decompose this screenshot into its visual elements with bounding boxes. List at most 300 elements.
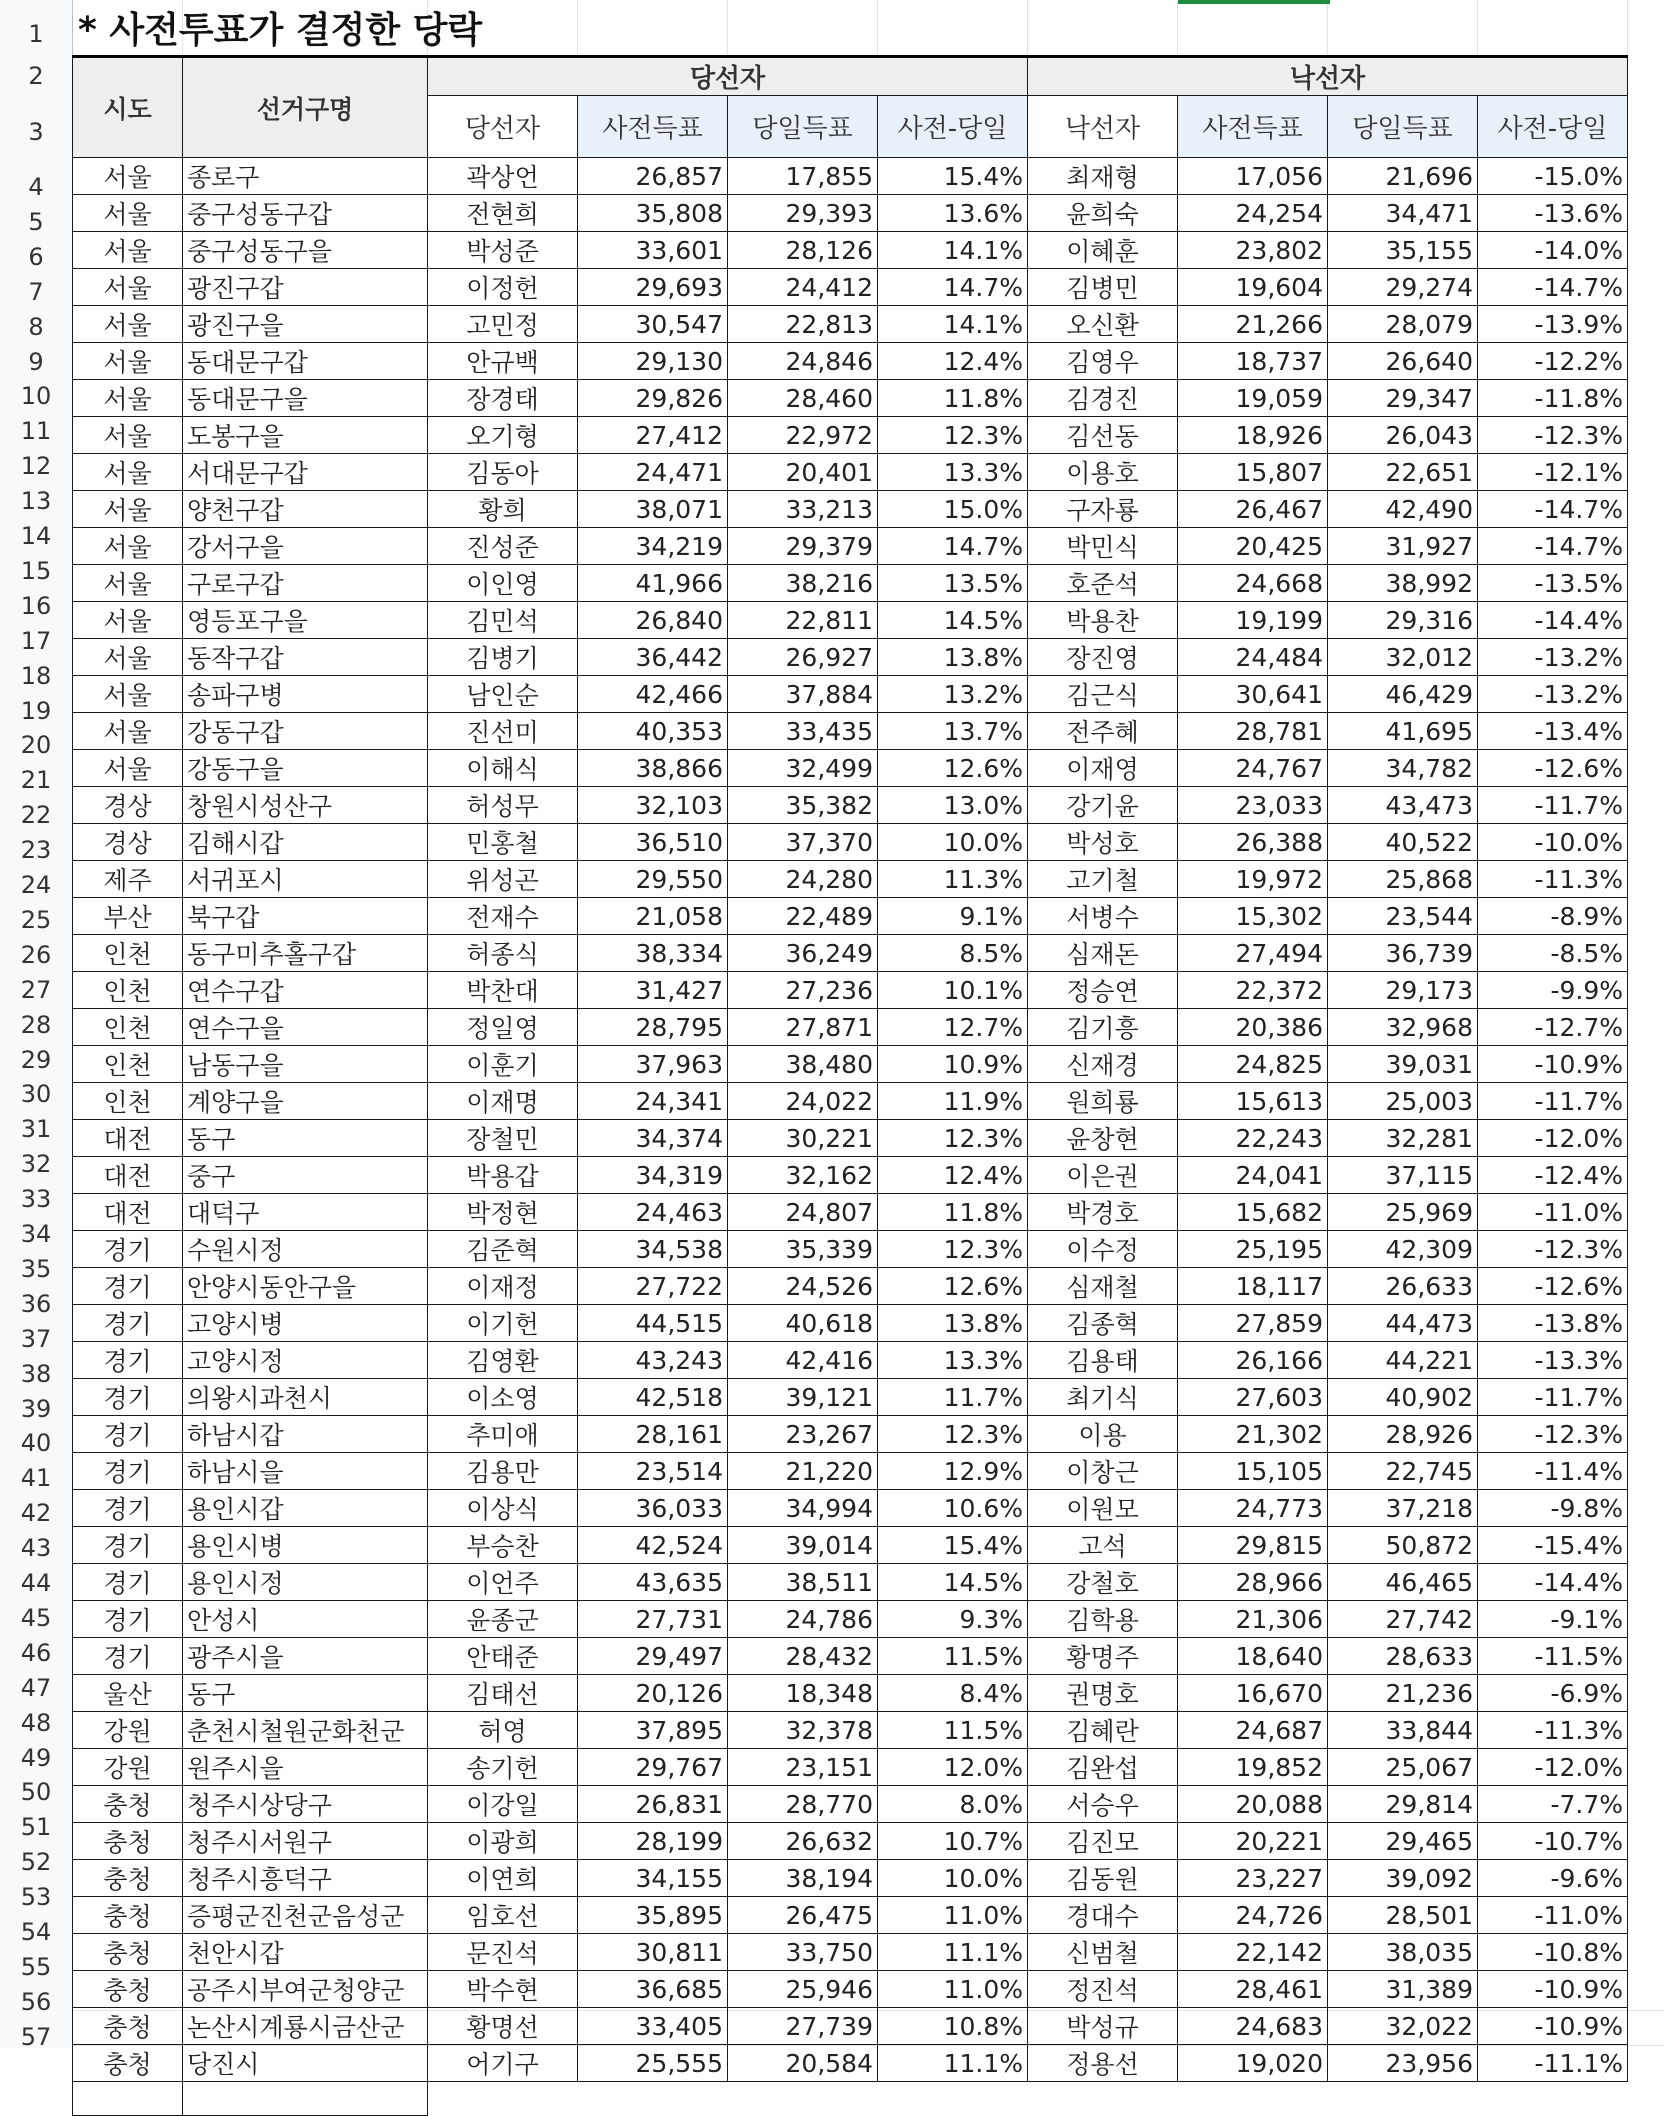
- row-number[interactable]: 47: [20, 1673, 52, 1702]
- loser-early-cell[interactable]: 27,603: [1178, 1379, 1328, 1416]
- loser-day-cell[interactable]: 36,739: [1328, 935, 1478, 972]
- loser-diff-cell[interactable]: -10.7%: [1478, 1823, 1628, 1860]
- winner-early-cell[interactable]: 43,243: [578, 1342, 728, 1379]
- sido-cell[interactable]: 충청: [73, 2045, 183, 2082]
- empty-cell[interactable]: [1178, 2082, 1328, 2116]
- loser-diff-cell[interactable]: -8.9%: [1478, 898, 1628, 935]
- winner-cell[interactable]: 장철민: [428, 1120, 578, 1157]
- loser-early-cell[interactable]: 25,195: [1178, 1231, 1328, 1268]
- district-cell[interactable]: 도봉구을: [183, 417, 428, 454]
- winner-diff-cell[interactable]: 11.0%: [878, 1971, 1028, 2008]
- loser-day-cell[interactable]: 43,473: [1328, 787, 1478, 824]
- loser-diff-cell[interactable]: -14.4%: [1478, 1564, 1628, 1601]
- loser-cell[interactable]: 전주혜: [1028, 713, 1178, 750]
- empty-cell[interactable]: [428, 2082, 578, 2116]
- row-number[interactable]: 48: [20, 1708, 52, 1737]
- loser-cell[interactable]: 이창근: [1028, 1453, 1178, 1490]
- loser-diff-cell[interactable]: -12.3%: [1478, 417, 1628, 454]
- winner-day-cell[interactable]: 24,412: [728, 269, 878, 306]
- winner-cell[interactable]: 이광희: [428, 1823, 578, 1860]
- winner-diff-cell[interactable]: 15.4%: [878, 1527, 1028, 1564]
- row-number[interactable]: 46: [20, 1638, 52, 1667]
- winner-early-cell[interactable]: 40,353: [578, 713, 728, 750]
- winner-diff-cell[interactable]: 13.3%: [878, 454, 1028, 491]
- winner-early-cell[interactable]: 33,405: [578, 2008, 728, 2045]
- header-sido[interactable]: 시도: [73, 57, 183, 158]
- winner-diff-cell[interactable]: 8.5%: [878, 935, 1028, 972]
- winner-diff-cell[interactable]: 14.5%: [878, 1564, 1028, 1601]
- district-cell[interactable]: 강동구을: [183, 750, 428, 787]
- empty-cell[interactable]: [1328, 2082, 1478, 2116]
- row-number[interactable]: 54: [20, 1918, 52, 1946]
- loser-day-cell[interactable]: 42,309: [1328, 1231, 1478, 1268]
- loser-cell[interactable]: 황명주: [1028, 1638, 1178, 1675]
- loser-day-cell[interactable]: 27,742: [1328, 1601, 1478, 1638]
- district-cell[interactable]: 동구: [183, 1675, 428, 1712]
- winner-cell[interactable]: 부승찬: [428, 1527, 578, 1564]
- loser-day-cell[interactable]: 32,022: [1328, 2008, 1478, 2045]
- loser-cell[interactable]: 윤희숙: [1028, 195, 1178, 232]
- sido-cell[interactable]: 서울: [73, 306, 183, 343]
- header-winner-day[interactable]: 당일득표: [728, 96, 878, 158]
- district-cell[interactable]: 청주시서원구: [183, 1823, 428, 1860]
- district-cell[interactable]: 남동구을: [183, 1046, 428, 1083]
- loser-diff-cell[interactable]: -11.0%: [1478, 1194, 1628, 1231]
- winner-early-cell[interactable]: 26,831: [578, 1786, 728, 1823]
- winner-diff-cell[interactable]: 11.0%: [878, 1897, 1028, 1934]
- winner-early-cell[interactable]: 30,547: [578, 306, 728, 343]
- sido-cell[interactable]: 경상: [73, 824, 183, 861]
- winner-day-cell[interactable]: 38,511: [728, 1564, 878, 1601]
- winner-early-cell[interactable]: 26,857: [578, 158, 728, 195]
- winner-day-cell[interactable]: 20,584: [728, 2045, 878, 2082]
- loser-diff-cell[interactable]: -11.4%: [1478, 1453, 1628, 1490]
- district-cell[interactable]: 동구미추홀구갑: [183, 935, 428, 972]
- row-number[interactable]: 42: [20, 1499, 52, 1528]
- loser-early-cell[interactable]: 19,604: [1178, 269, 1328, 306]
- row-number[interactable]: 2: [28, 62, 44, 90]
- sido-cell[interactable]: 경기: [73, 1379, 183, 1416]
- winner-diff-cell[interactable]: 13.5%: [878, 565, 1028, 602]
- district-cell[interactable]: 용인시병: [183, 1527, 428, 1564]
- header-loser-diff[interactable]: 사전-당일: [1478, 96, 1628, 158]
- winner-early-cell[interactable]: 28,795: [578, 1009, 728, 1046]
- row-number[interactable]: 37: [20, 1324, 52, 1353]
- winner-diff-cell[interactable]: 14.1%: [878, 232, 1028, 269]
- winner-day-cell[interactable]: 34,994: [728, 1490, 878, 1527]
- loser-diff-cell[interactable]: -6.9%: [1478, 1675, 1628, 1712]
- winner-day-cell[interactable]: 37,370: [728, 824, 878, 861]
- winner-early-cell[interactable]: 34,219: [578, 528, 728, 565]
- loser-early-cell[interactable]: 24,668: [1178, 565, 1328, 602]
- winner-diff-cell[interactable]: 8.4%: [878, 1675, 1028, 1712]
- winner-cell[interactable]: 장경태: [428, 380, 578, 417]
- winner-diff-cell[interactable]: 11.5%: [878, 1712, 1028, 1749]
- sido-cell[interactable]: 경기: [73, 1638, 183, 1675]
- winner-day-cell[interactable]: 26,475: [728, 1897, 878, 1934]
- loser-early-cell[interactable]: 29,815: [1178, 1527, 1328, 1564]
- loser-cell[interactable]: 정승연: [1028, 972, 1178, 1009]
- district-cell[interactable]: 안양시동안구을: [183, 1268, 428, 1305]
- row-number[interactable]: 22: [20, 801, 52, 830]
- district-cell[interactable]: 대덕구: [183, 1194, 428, 1231]
- winner-early-cell[interactable]: 34,319: [578, 1157, 728, 1194]
- winner-early-cell[interactable]: 23,514: [578, 1453, 728, 1490]
- header-loser-group[interactable]: 낙선자: [1028, 57, 1628, 96]
- winner-cell[interactable]: 고민정: [428, 306, 578, 343]
- loser-diff-cell[interactable]: -12.6%: [1478, 750, 1628, 787]
- loser-cell[interactable]: 이수정: [1028, 1231, 1178, 1268]
- winner-cell[interactable]: 이연희: [428, 1860, 578, 1897]
- loser-early-cell[interactable]: 16,670: [1178, 1675, 1328, 1712]
- loser-early-cell[interactable]: 20,386: [1178, 1009, 1328, 1046]
- winner-early-cell[interactable]: 42,466: [578, 676, 728, 713]
- sido-cell[interactable]: 경상: [73, 787, 183, 824]
- loser-early-cell[interactable]: 15,682: [1178, 1194, 1328, 1231]
- district-cell[interactable]: 원주시을: [183, 1749, 428, 1786]
- row-number[interactable]: 14: [20, 522, 52, 550]
- sido-cell[interactable]: 서울: [73, 380, 183, 417]
- row-number[interactable]: 5: [28, 207, 44, 236]
- district-cell[interactable]: 구로구갑: [183, 565, 428, 602]
- row-number[interactable]: 7: [28, 277, 44, 306]
- winner-diff-cell[interactable]: 11.9%: [878, 1083, 1028, 1120]
- row-number[interactable]: 33: [20, 1185, 52, 1214]
- loser-early-cell[interactable]: 28,461: [1178, 1971, 1328, 2008]
- row-number[interactable]: 8: [28, 312, 44, 341]
- winner-diff-cell[interactable]: 13.3%: [878, 1342, 1028, 1379]
- loser-diff-cell[interactable]: -15.0%: [1478, 158, 1628, 195]
- winner-day-cell[interactable]: 33,750: [728, 1934, 878, 1971]
- loser-day-cell[interactable]: 21,696: [1328, 158, 1478, 195]
- loser-early-cell[interactable]: 24,041: [1178, 1157, 1328, 1194]
- loser-cell[interactable]: 권명호: [1028, 1675, 1178, 1712]
- row-number[interactable]: 36: [20, 1289, 52, 1318]
- loser-early-cell[interactable]: 24,726: [1178, 1897, 1328, 1934]
- district-cell[interactable]: 고양시병: [183, 1305, 428, 1342]
- loser-cell[interactable]: 박용찬: [1028, 602, 1178, 639]
- empty-cell[interactable]: [578, 2082, 728, 2116]
- winner-day-cell[interactable]: 17,855: [728, 158, 878, 195]
- loser-diff-cell[interactable]: -12.0%: [1478, 1120, 1628, 1157]
- loser-diff-cell[interactable]: -11.1%: [1478, 2045, 1628, 2082]
- winner-day-cell[interactable]: 25,946: [728, 1971, 878, 2008]
- loser-diff-cell[interactable]: -9.9%: [1478, 972, 1628, 1009]
- loser-cell[interactable]: 신재경: [1028, 1046, 1178, 1083]
- winner-diff-cell[interactable]: 13.8%: [878, 1305, 1028, 1342]
- winner-early-cell[interactable]: 29,130: [578, 343, 728, 380]
- sido-cell[interactable]: 대전: [73, 1194, 183, 1231]
- loser-cell[interactable]: 박성호: [1028, 824, 1178, 861]
- loser-cell[interactable]: 심재철: [1028, 1268, 1178, 1305]
- winner-early-cell[interactable]: 36,510: [578, 824, 728, 861]
- winner-early-cell[interactable]: 20,126: [578, 1675, 728, 1712]
- winner-day-cell[interactable]: 27,739: [728, 2008, 878, 2045]
- winner-early-cell[interactable]: 36,442: [578, 639, 728, 676]
- winner-cell[interactable]: 김동아: [428, 454, 578, 491]
- loser-cell[interactable]: 이재영: [1028, 750, 1178, 787]
- winner-cell[interactable]: 이해식: [428, 750, 578, 787]
- loser-early-cell[interactable]: 15,302: [1178, 898, 1328, 935]
- loser-early-cell[interactable]: 21,302: [1178, 1416, 1328, 1453]
- sido-cell[interactable]: 인천: [73, 1009, 183, 1046]
- winner-early-cell[interactable]: 34,538: [578, 1231, 728, 1268]
- row-number[interactable]: 11: [20, 417, 52, 446]
- loser-cell[interactable]: 호준석: [1028, 565, 1178, 602]
- row-number[interactable]: 31: [20, 1115, 52, 1144]
- loser-early-cell[interactable]: 28,781: [1178, 713, 1328, 750]
- district-cell[interactable]: 영등포구을: [183, 602, 428, 639]
- winner-cell[interactable]: 정일영: [428, 1009, 578, 1046]
- sido-cell[interactable]: 대전: [73, 1157, 183, 1194]
- winner-diff-cell[interactable]: 12.3%: [878, 1120, 1028, 1157]
- winner-cell[interactable]: 안태준: [428, 1638, 578, 1675]
- loser-diff-cell[interactable]: -7.7%: [1478, 1786, 1628, 1823]
- winner-diff-cell[interactable]: 13.7%: [878, 713, 1028, 750]
- winner-early-cell[interactable]: 31,427: [578, 972, 728, 1009]
- district-cell[interactable]: 하남시을: [183, 1453, 428, 1490]
- winner-early-cell[interactable]: 34,374: [578, 1120, 728, 1157]
- loser-early-cell[interactable]: 21,266: [1178, 306, 1328, 343]
- loser-cell[interactable]: 고석: [1028, 1527, 1178, 1564]
- winner-early-cell[interactable]: 41,966: [578, 565, 728, 602]
- winner-early-cell[interactable]: 35,808: [578, 195, 728, 232]
- loser-cell[interactable]: 김선동: [1028, 417, 1178, 454]
- winner-cell[interactable]: 이기헌: [428, 1305, 578, 1342]
- district-cell[interactable]: 종로구: [183, 158, 428, 195]
- loser-early-cell[interactable]: 26,166: [1178, 1342, 1328, 1379]
- loser-diff-cell[interactable]: -12.3%: [1478, 1231, 1628, 1268]
- winner-day-cell[interactable]: 33,213: [728, 491, 878, 528]
- winner-cell[interactable]: 황희: [428, 491, 578, 528]
- district-cell[interactable]: 창원시성산구: [183, 787, 428, 824]
- loser-early-cell[interactable]: 24,254: [1178, 195, 1328, 232]
- winner-early-cell[interactable]: 36,685: [578, 1971, 728, 2008]
- loser-early-cell[interactable]: 15,105: [1178, 1453, 1328, 1490]
- loser-day-cell[interactable]: 29,173: [1328, 972, 1478, 1009]
- winner-cell[interactable]: 허영: [428, 1712, 578, 1749]
- header-winner-diff[interactable]: 사전-당일: [878, 96, 1028, 158]
- winner-diff-cell[interactable]: 10.6%: [878, 1490, 1028, 1527]
- winner-diff-cell[interactable]: 10.9%: [878, 1046, 1028, 1083]
- winner-early-cell[interactable]: 21,058: [578, 898, 728, 935]
- row-number[interactable]: 15: [20, 556, 52, 585]
- loser-day-cell[interactable]: 25,067: [1328, 1749, 1478, 1786]
- loser-cell[interactable]: 김병민: [1028, 269, 1178, 306]
- loser-day-cell[interactable]: 25,969: [1328, 1194, 1478, 1231]
- winner-early-cell[interactable]: 38,071: [578, 491, 728, 528]
- sido-cell[interactable]: 충청: [73, 1897, 183, 1934]
- district-cell[interactable]: 강동구갑: [183, 713, 428, 750]
- winner-cell[interactable]: 김용만: [428, 1453, 578, 1490]
- winner-day-cell[interactable]: 24,846: [728, 343, 878, 380]
- sido-cell[interactable]: 서울: [73, 269, 183, 306]
- loser-diff-cell[interactable]: -12.1%: [1478, 454, 1628, 491]
- loser-cell[interactable]: 이혜훈: [1028, 232, 1178, 269]
- sido-cell[interactable]: 서울: [73, 195, 183, 232]
- loser-day-cell[interactable]: 22,651: [1328, 454, 1478, 491]
- loser-diff-cell[interactable]: -12.2%: [1478, 343, 1628, 380]
- winner-day-cell[interactable]: 28,432: [728, 1638, 878, 1675]
- sido-cell[interactable]: 서울: [73, 343, 183, 380]
- loser-day-cell[interactable]: 37,115: [1328, 1157, 1478, 1194]
- sido-cell[interactable]: 서울: [73, 565, 183, 602]
- loser-day-cell[interactable]: 29,465: [1328, 1823, 1478, 1860]
- header-winner[interactable]: 당선자: [428, 96, 578, 158]
- winner-early-cell[interactable]: 37,895: [578, 1712, 728, 1749]
- loser-day-cell[interactable]: 21,236: [1328, 1675, 1478, 1712]
- sido-cell[interactable]: 서울: [73, 750, 183, 787]
- winner-day-cell[interactable]: 22,972: [728, 417, 878, 454]
- winner-diff-cell[interactable]: 10.0%: [878, 824, 1028, 861]
- loser-early-cell[interactable]: 27,859: [1178, 1305, 1328, 1342]
- loser-day-cell[interactable]: 32,968: [1328, 1009, 1478, 1046]
- header-loser-early[interactable]: 사전득표: [1178, 96, 1328, 158]
- loser-early-cell[interactable]: 23,033: [1178, 787, 1328, 824]
- district-cell[interactable]: 중구성동구을: [183, 232, 428, 269]
- loser-day-cell[interactable]: 39,031: [1328, 1046, 1478, 1083]
- winner-diff-cell[interactable]: 14.7%: [878, 528, 1028, 565]
- loser-diff-cell[interactable]: -9.8%: [1478, 1490, 1628, 1527]
- winner-cell[interactable]: 임호선: [428, 1897, 578, 1934]
- winner-early-cell[interactable]: 26,840: [578, 602, 728, 639]
- loser-day-cell[interactable]: 23,956: [1328, 2045, 1478, 2082]
- winner-cell[interactable]: 전현희: [428, 195, 578, 232]
- loser-early-cell[interactable]: 24,825: [1178, 1046, 1328, 1083]
- row-number[interactable]: 28: [20, 1010, 52, 1039]
- loser-early-cell[interactable]: 17,056: [1178, 158, 1328, 195]
- winner-day-cell[interactable]: 28,460: [728, 380, 878, 417]
- row-number[interactable]: 3: [28, 118, 44, 146]
- winner-diff-cell[interactable]: 12.7%: [878, 1009, 1028, 1046]
- loser-early-cell[interactable]: 18,117: [1178, 1268, 1328, 1305]
- district-cell[interactable]: 동대문구을: [183, 380, 428, 417]
- winner-cell[interactable]: 이인영: [428, 565, 578, 602]
- district-cell[interactable]: 용인시정: [183, 1564, 428, 1601]
- winner-diff-cell[interactable]: 10.1%: [878, 972, 1028, 1009]
- loser-diff-cell[interactable]: -13.3%: [1478, 1342, 1628, 1379]
- loser-day-cell[interactable]: 32,012: [1328, 639, 1478, 676]
- loser-day-cell[interactable]: 29,274: [1328, 269, 1478, 306]
- sido-cell[interactable]: 서울: [73, 528, 183, 565]
- loser-diff-cell[interactable]: -14.7%: [1478, 269, 1628, 306]
- winner-diff-cell[interactable]: 9.1%: [878, 898, 1028, 935]
- sido-cell[interactable]: 인천: [73, 935, 183, 972]
- sido-cell[interactable]: 서울: [73, 713, 183, 750]
- winner-cell[interactable]: 이언주: [428, 1564, 578, 1601]
- winner-early-cell[interactable]: 35,895: [578, 1897, 728, 1934]
- loser-day-cell[interactable]: 42,490: [1328, 491, 1478, 528]
- winner-day-cell[interactable]: 35,382: [728, 787, 878, 824]
- loser-cell[interactable]: 오신환: [1028, 306, 1178, 343]
- loser-cell[interactable]: 최기식: [1028, 1379, 1178, 1416]
- winner-early-cell[interactable]: 30,811: [578, 1934, 728, 1971]
- district-cell[interactable]: 중구: [183, 1157, 428, 1194]
- district-cell[interactable]: 청주시흥덕구: [183, 1860, 428, 1897]
- sido-cell[interactable]: 충청: [73, 1823, 183, 1860]
- loser-diff-cell[interactable]: -13.9%: [1478, 306, 1628, 343]
- winner-diff-cell[interactable]: 10.8%: [878, 2008, 1028, 2045]
- sido-cell[interactable]: 경기: [73, 1342, 183, 1379]
- district-cell[interactable]: 동대문구갑: [183, 343, 428, 380]
- row-number[interactable]: 23: [20, 836, 52, 865]
- row-number[interactable]: 25: [20, 905, 52, 934]
- loser-cell[interactable]: 원희룡: [1028, 1083, 1178, 1120]
- winner-day-cell[interactable]: 32,378: [728, 1712, 878, 1749]
- loser-day-cell[interactable]: 29,814: [1328, 1786, 1478, 1823]
- loser-diff-cell[interactable]: -14.7%: [1478, 491, 1628, 528]
- sido-cell[interactable]: 충청: [73, 1971, 183, 2008]
- loser-day-cell[interactable]: 26,640: [1328, 343, 1478, 380]
- loser-early-cell[interactable]: 23,802: [1178, 232, 1328, 269]
- winner-early-cell[interactable]: 42,518: [578, 1379, 728, 1416]
- loser-cell[interactable]: 김영우: [1028, 343, 1178, 380]
- winner-early-cell[interactable]: 29,826: [578, 380, 728, 417]
- loser-early-cell[interactable]: 24,683: [1178, 2008, 1328, 2045]
- district-cell[interactable]: 서대문구갑: [183, 454, 428, 491]
- district-cell[interactable]: 당진시: [183, 2045, 428, 2082]
- winner-early-cell[interactable]: 29,550: [578, 861, 728, 898]
- row-number[interactable]: 49: [20, 1743, 52, 1772]
- loser-diff-cell[interactable]: -10.0%: [1478, 824, 1628, 861]
- loser-cell[interactable]: 이원모: [1028, 1490, 1178, 1527]
- winner-cell[interactable]: 이강일: [428, 1786, 578, 1823]
- winner-early-cell[interactable]: 27,731: [578, 1601, 728, 1638]
- district-cell[interactable]: 춘천시철원군화천군: [183, 1712, 428, 1749]
- sido-cell[interactable]: 경기: [73, 1490, 183, 1527]
- winner-diff-cell[interactable]: 14.7%: [878, 269, 1028, 306]
- loser-cell[interactable]: 서병수: [1028, 898, 1178, 935]
- winner-day-cell[interactable]: 39,121: [728, 1379, 878, 1416]
- row-number[interactable]: 55: [20, 1952, 52, 1981]
- loser-early-cell[interactable]: 19,852: [1178, 1749, 1328, 1786]
- district-cell[interactable]: 연수구갑: [183, 972, 428, 1009]
- loser-diff-cell[interactable]: -9.1%: [1478, 1601, 1628, 1638]
- winner-early-cell[interactable]: 33,601: [578, 232, 728, 269]
- loser-day-cell[interactable]: 31,927: [1328, 528, 1478, 565]
- winner-diff-cell[interactable]: 11.1%: [878, 2045, 1028, 2082]
- loser-day-cell[interactable]: 40,522: [1328, 824, 1478, 861]
- loser-early-cell[interactable]: 24,773: [1178, 1490, 1328, 1527]
- winner-diff-cell[interactable]: 14.1%: [878, 306, 1028, 343]
- sido-cell[interactable]: 서울: [73, 232, 183, 269]
- sido-cell[interactable]: 부산: [73, 898, 183, 935]
- loser-diff-cell[interactable]: -11.3%: [1478, 1712, 1628, 1749]
- loser-day-cell[interactable]: 44,221: [1328, 1342, 1478, 1379]
- sido-cell[interactable]: 강원: [73, 1712, 183, 1749]
- loser-day-cell[interactable]: 32,281: [1328, 1120, 1478, 1157]
- winner-cell[interactable]: 김영환: [428, 1342, 578, 1379]
- winner-cell[interactable]: 박찬대: [428, 972, 578, 1009]
- district-cell[interactable]: 중구성동구갑: [183, 195, 428, 232]
- district-cell[interactable]: 수원시정: [183, 1231, 428, 1268]
- winner-early-cell[interactable]: 24,471: [578, 454, 728, 491]
- sido-cell[interactable]: 경기: [73, 1601, 183, 1638]
- header-winner-group[interactable]: 당선자: [428, 57, 1028, 96]
- loser-diff-cell[interactable]: -11.0%: [1478, 1897, 1628, 1934]
- loser-diff-cell[interactable]: -15.4%: [1478, 1527, 1628, 1564]
- winner-cell[interactable]: 황명선: [428, 2008, 578, 2045]
- winner-day-cell[interactable]: 24,280: [728, 861, 878, 898]
- winner-day-cell[interactable]: 33,435: [728, 713, 878, 750]
- winner-early-cell[interactable]: 29,767: [578, 1749, 728, 1786]
- winner-cell[interactable]: 이정헌: [428, 269, 578, 306]
- winner-diff-cell[interactable]: 12.9%: [878, 1453, 1028, 1490]
- row-number[interactable]: 41: [20, 1464, 52, 1493]
- loser-day-cell[interactable]: 25,868: [1328, 861, 1478, 898]
- winner-cell[interactable]: 진선미: [428, 713, 578, 750]
- winner-cell[interactable]: 이상식: [428, 1490, 578, 1527]
